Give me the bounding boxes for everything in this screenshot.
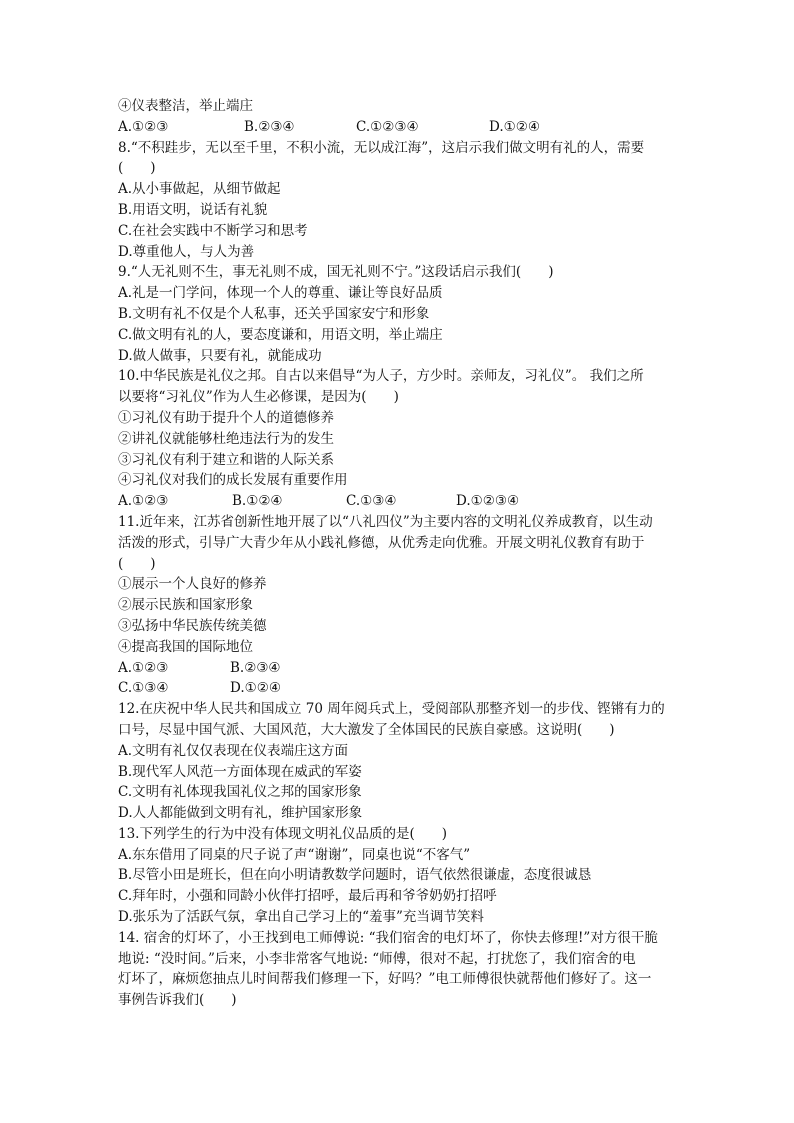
q14-stem-line-4: 事例告诉我们( ): [118, 992, 237, 1009]
q8-stem-line-1: 8.“不积跬步，无以至千里，不积小流，无以成江海”，这启示我们做文明有礼的人，需要: [118, 139, 645, 156]
q12-option-a: A.文明有礼仅仅表现在仪表端庄这方面: [118, 742, 349, 759]
q14-stem-line-3: 灯坏了，麻烦您抽点儿时间帮我们修理一下，好吗？”电工师傅很快就帮他们修好了。这一: [118, 971, 652, 988]
q11-item-3: ③弘扬中华民族传统美德: [118, 617, 267, 634]
q10-option-c: C.①③④: [346, 493, 397, 510]
q11-options-row-1: [118, 658, 678, 679]
q9-option-c: C.做文明有礼的人，要态度谦和，用语文明，举止端庄: [118, 326, 443, 343]
q11-option-c: C.①③④: [118, 680, 169, 697]
q10-stem-line-2: 以要将“习礼仪”作为人生必修课，是因为( ): [118, 389, 399, 406]
q11-item-1: ①展示一个人良好的修养: [118, 576, 267, 593]
question-list: [118, 96, 678, 1011]
q7-options: [118, 117, 678, 138]
q8-option-c: C.在社会实践中不断学习和思考: [118, 222, 308, 239]
q10-option-b: B.①②④: [232, 493, 283, 510]
q13-option-c: C.拜年时，小强和同龄小伙伴打招呼，最后再和爷爷奶奶打招呼: [118, 888, 497, 905]
q10-option-d: D.①②③④: [456, 493, 520, 510]
q9-stem: 9.“人无礼则不生，事无礼则不成，国无礼则不宁。”这段话启示我们( ): [118, 264, 554, 281]
q8-option-d: D.尊重他人，与人为善: [118, 243, 255, 260]
q7-item-4: ④仪表整洁，举止端庄: [118, 98, 253, 114]
q10-item-2: ②讲礼仪就能够杜绝违法行为的发生: [118, 430, 334, 447]
q7-option-c: C.①②③④: [356, 118, 419, 135]
q7-option-d: D.①②④: [489, 118, 540, 135]
q11-item-2: ②展示民族和国家形象: [118, 597, 253, 614]
q13-stem: 13.下列学生的行为中没有体现文明礼仪品质的是( ): [118, 825, 448, 842]
q14-stem-line-1: 14. 宿舍的灯坏了，小王找到电工师傅说: “我们宿舍的电灯坏了，你快去修理!”对方很干脆: [118, 929, 658, 946]
q11-options-row-2: [118, 678, 678, 699]
q9-option-b: B.文明有礼不仅是个人私事，还关乎国家安宁和形象: [118, 305, 430, 322]
q11-option-b: B.②③④: [230, 659, 281, 676]
q12-stem-line-1: 12.在庆祝中华人民共和国成立 70 周年阅兵式上，受阅部队那整齐划一的步伐、铿锵有力的: [118, 701, 665, 718]
q10-option-a: A.①②③: [118, 493, 169, 510]
q8-option-a: A.从小事做起，从细节做起: [118, 181, 281, 198]
q13-option-a: A.东东借用了同桌的尺子说了声“谢谢”，同桌也说“不客气”: [118, 846, 471, 863]
q10-item-4: ④习礼仪对我们的成长发展有重要作用: [118, 472, 348, 489]
q13-option-d: D.张乐为了活跃气氛，拿出自己学习上的“羞事”充当调节笑料: [118, 909, 484, 926]
q9-option-d: D.做人做事，只要有礼，就能成功: [118, 347, 322, 364]
q11-stem-line-2: 活泼的形式，引导广大青少年从小践礼修德，从优秀走向优雅。开展文明礼仪教育有助于: [118, 534, 645, 551]
q11-stem-line-1: 11.近年来，江苏省创新性地开展了以“八礼四仪”为主要内容的文明礼仪养成教育，以生动: [118, 513, 653, 530]
q12-option-d: D.人人都能做到文明有礼，维护国家形象: [118, 805, 363, 822]
q12-option-b: B.现代军人风范一方面体现在威武的军姿: [118, 763, 362, 780]
q10-item-1: ①习礼仪有助于提升个人的道德修养: [118, 409, 334, 426]
q14-stem-line-2: 地说: “没时间。”后来，小李非常客气地说: “师傅，很对不起，打扰您了，我们宿舍的电: [118, 950, 636, 967]
q11-item-4: ④提高我国的国际地位: [118, 638, 253, 655]
q11-stem-line-3: ( ): [118, 555, 156, 572]
q7-option-b: B.②③④: [244, 118, 295, 135]
q13-option-b: B.尽管小田是班长，但在向小明请教数学问题时，语气依然很谦虚，态度很诚恳: [118, 867, 592, 884]
q10-item-3: ③习礼仪有利于建立和谐的人际关系: [118, 451, 334, 468]
q9-option-a: A.礼是一门学问，体现一个人的尊重、谦让等良好品质: [118, 285, 443, 302]
q8-stem-line-2: ( ): [118, 160, 156, 177]
q11-option-d: D.①②④: [230, 680, 281, 697]
q12-option-c: C.文明有礼体现我国礼仪之邦的国家形象: [118, 784, 362, 801]
q11-option-a: A.①②③: [118, 659, 169, 676]
q10-options: [118, 491, 678, 512]
q8-option-b: B.用语文明，说话有礼貌: [118, 201, 268, 218]
q10-stem-line-1: 10.中华民族是礼仪之邦。自古以来倡导“为人子，方少时。亲师友，习礼仪”。 我们之所: [118, 368, 644, 385]
q12-stem-line-2: 口号，尽显中国气派、大国风范，大大激发了全体国民的民族自豪感。这说明( ): [118, 721, 615, 738]
q7-option-a: A.①②③: [118, 118, 169, 135]
